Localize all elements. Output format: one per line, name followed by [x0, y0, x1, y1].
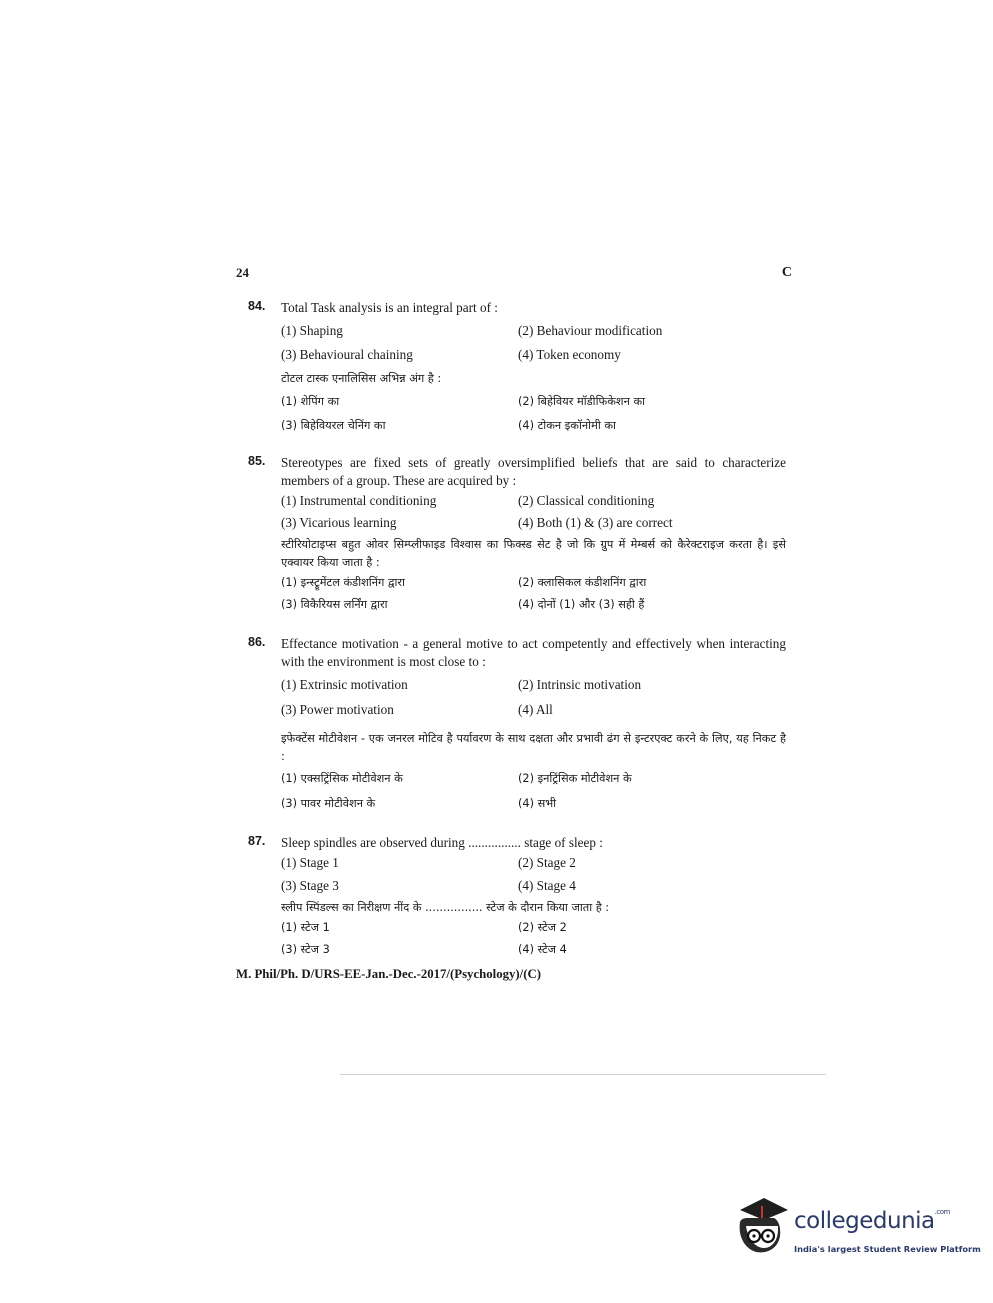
option-4: (4) Stage 4 [518, 878, 576, 893]
option-1-hindi: (1) स्टेज 1 [281, 921, 330, 934]
option-1: (1) Shaping [281, 323, 343, 338]
question-set-code: C [781, 265, 792, 280]
question-86 [236, 635, 786, 818]
question-85 [236, 454, 786, 616]
options-hindi [281, 768, 786, 818]
page-header [236, 265, 792, 285]
option-1-hindi: (1) शेपिंग का [281, 395, 340, 408]
option-3-hindi: (3) बिहेवियरल चेनिंग का [281, 419, 386, 432]
question-stem-english: Effectance motivation - a general motive to act competently and effectively when interacting with the environment is most close to : [281, 636, 786, 669]
options-hindi [281, 391, 786, 439]
option-2-hindi: (2) क्लासिकल कंडीशनिंग द्वारा [518, 576, 647, 589]
brand-name: collegedunia$^{.com}$ [794, 1208, 950, 1234]
options-hindi [281, 917, 786, 961]
option-2-hindi: (2) स्टेज 2 [518, 921, 567, 934]
question-number: 87. [248, 834, 266, 848]
option-3: (3) Behavioural chaining [281, 347, 413, 362]
question-stem-hindi: टोटल टास्क एनालिसिस अभिन्न अंग है : [281, 372, 442, 385]
option-4-hindi: (4) टोकन इकॉनोमी का [518, 419, 616, 432]
option-4: (4) Both (1) & (3) are correct [518, 515, 673, 530]
options-english [281, 852, 786, 898]
student-mascot-icon [734, 1196, 792, 1256]
option-2-hindi: (2) बिहेवियर मॉडीफिकेशन का [518, 395, 646, 408]
question-stem-hindi: स्लीप स्पिंडल्स का निरीक्षण नींद के ................ स्टेज के दौरान किया जाता है : [281, 901, 610, 914]
option-4: (4) All [518, 702, 553, 717]
options-hindi [281, 572, 786, 616]
option-1-hindi: (1) इन्स्ट्रूमेंटल कंडीशनिंग द्वारा [281, 576, 405, 589]
option-2-hindi: (2) इनट्रिंसिक मोटीवेशन के [518, 772, 632, 785]
option-3-hindi: (3) पावर मोटीवेशन के [281, 797, 376, 810]
option-1: (1) Extrinsic motivation [281, 677, 408, 692]
question-number: 85. [248, 454, 266, 468]
brand-tagline: India's largest Student Review Platform [794, 1244, 981, 1254]
collegedunia-watermark [734, 1196, 981, 1256]
option-1: (1) Stage 1 [281, 855, 339, 870]
option-3: (3) Power motivation [281, 702, 394, 717]
option-2: (2) Behaviour modification [518, 323, 663, 338]
option-3-hindi: (3) स्टेज 3 [281, 943, 330, 956]
option-4-hindi: (4) स्टेज 4 [518, 943, 567, 956]
question-stem-hindi: इफेक्टेंस मोटीवेशन - एक जनरल मोटिव है पर्यावरण के साथ दक्षता और प्रभावी ढंग से इन्टरएक्ट करने के लिए, यह निकट है : [281, 732, 786, 763]
options-english [281, 320, 786, 368]
paper-code: M. Phil/Ph. D/URS-EE-Jan.-Dec.-2017/(Psychology)/(C) [236, 967, 541, 981]
option-2: (2) Stage 2 [518, 855, 576, 870]
page-number: 24 [236, 265, 249, 280]
option-1: (1) Instrumental conditioning [281, 493, 437, 508]
question-number: 84. [248, 299, 266, 313]
question-87 [236, 834, 786, 961]
question-stem-english: Stereotypes are fixed sets of greatly oversimplified beliefs that are said to characterize members of a group. These are acquired by : [281, 455, 786, 488]
question-stem-english: Sleep spindles are observed during ................ stage of sleep : [281, 835, 603, 850]
options-english [281, 490, 786, 534]
option-3-hindi: (3) विकैरियस लर्निंग द्वारा [281, 598, 388, 611]
option-3: (3) Vicarious learning [281, 515, 397, 530]
option-4: (4) Token economy [518, 347, 621, 362]
option-2: (2) Intrinsic motivation [518, 677, 642, 692]
question-number: 86. [248, 635, 266, 649]
divider-line [340, 1074, 826, 1075]
options-english [281, 674, 786, 724]
option-2: (2) Classical conditioning [518, 493, 655, 508]
option-1-hindi: (1) एक्सट्रिंसिक मोटीवेशन के [281, 772, 403, 785]
option-3: (3) Stage 3 [281, 878, 339, 893]
option-4-hindi: (4) सभी [518, 797, 557, 810]
question-stem-hindi: स्टीरियोटाइप्स बहुत ओवर सिम्प्लीफाइड विश्वास का फिक्स्ड सेट है जो कि ग्रुप में मेम्बर्स को कैरेक्टराइज करता है। इसे एक्वायर किया जाता है : [281, 538, 786, 569]
question-84 [236, 299, 786, 439]
question-stem-english: Total Task analysis is an integral part of : [281, 300, 498, 315]
option-4-hindi: (4) दोनों (1) और (3) सही हैं [518, 598, 645, 611]
